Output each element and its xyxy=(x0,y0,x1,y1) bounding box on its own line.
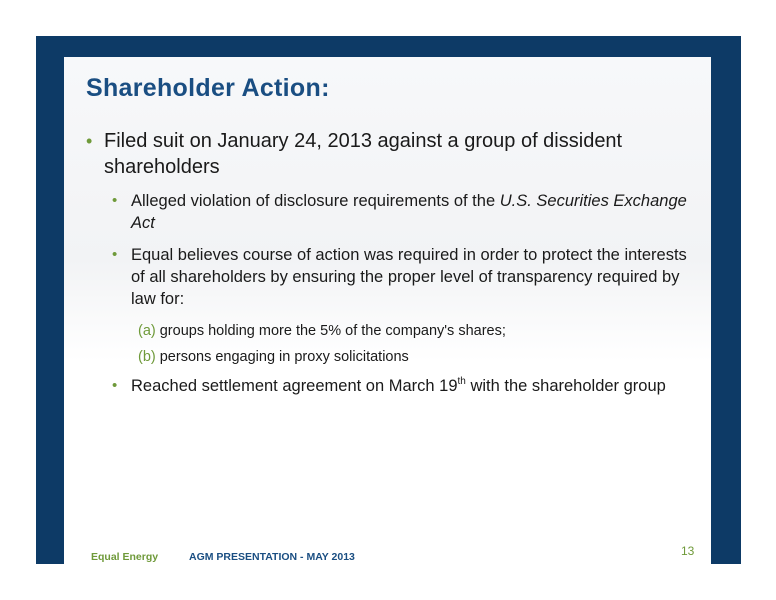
page-number: 13 xyxy=(681,544,695,558)
list-text: groups holding more the 5% of the company's shares; xyxy=(159,323,506,339)
sub-bullet-text xyxy=(112,190,692,234)
sub-bullet-text-part: Alleged violation of disclosure requirements of the xyxy=(131,192,500,210)
sub-bullet-equal-believes xyxy=(112,244,692,310)
list-label: (a) xyxy=(138,323,156,339)
bullet-dot-icon: • xyxy=(112,192,118,209)
list-text: persons engaging in proxy solicitations xyxy=(159,349,409,365)
sub-bullet-text-part: Reached settlement agreement on March 19 xyxy=(131,377,458,395)
sub-bullet-text: Equal believes course of action was required in order to protect the interests of all shareholders by ensuring the proper level of transparency required by law for: xyxy=(131,246,687,308)
sub-bullet-text xyxy=(112,375,692,397)
bullet-dot-icon: • xyxy=(86,131,93,151)
bullet-text: Filed suit on January 24, 2013 against a group of dissident shareholders xyxy=(104,130,623,178)
footer-company: Equal Energy xyxy=(91,551,159,563)
sub-bullet-text-part: with the shareholder group xyxy=(465,377,666,395)
slide-title: Shareholder Action: xyxy=(86,74,330,102)
sub-bullet-settlement xyxy=(112,375,692,397)
bullet-dot-icon: • xyxy=(112,246,118,263)
list-item-a xyxy=(138,321,698,341)
footer-event: AGM PRESENTATION - MAY 2013 xyxy=(189,551,355,563)
sub-bullet-alleged-violation xyxy=(112,190,692,234)
ordinal-suffix: th xyxy=(457,376,466,387)
list-label: (b) xyxy=(138,349,156,365)
bullet-filed-suit xyxy=(86,128,646,180)
list-item-b xyxy=(138,347,698,367)
bullet-dot-icon: • xyxy=(112,377,118,394)
act-name: U.S. Securities Exchange Act xyxy=(131,192,687,232)
